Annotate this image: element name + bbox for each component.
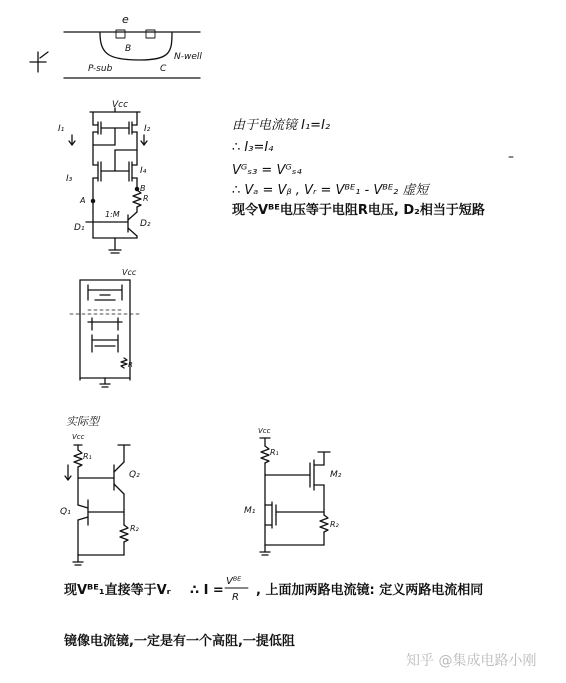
mirror2-vcc-label: Vcc bbox=[122, 268, 137, 277]
mirror1-r-label: R bbox=[143, 194, 149, 203]
mirror2-drawing bbox=[70, 280, 140, 387]
base-label: B bbox=[125, 44, 132, 54]
bjt-r1-label: R₁ bbox=[83, 452, 92, 461]
mirror1-node-b-label: B bbox=[140, 184, 146, 193]
bottom-note-2: 镜像电流镜,一定是有一个高阻,一提低阻 bbox=[64, 634, 295, 649]
note-line-1: 由于电流镜 I₁=I₂ bbox=[232, 118, 331, 133]
bottom-note-1b: , 上面加两路电流镜: 定义两路电流相同 bbox=[256, 583, 484, 598]
bjt-q1-label: Q₁ bbox=[60, 507, 71, 517]
collector-label: C bbox=[160, 64, 167, 74]
note-line-3: Vᴳₛ₃ = Vᴳₛ₄ bbox=[232, 163, 302, 178]
bjt-vcc-label: Vcc bbox=[72, 433, 85, 441]
note-line-5: 现令Vᴮᴱ电压等于电阻R电压, D₂相当于短路 bbox=[232, 203, 485, 218]
bottom-note-1a: 现Vᴮᴱ₁直接等于Vᵣ bbox=[64, 583, 171, 598]
mirror1-i4-label: I₄ bbox=[140, 166, 147, 176]
fraction-denominator: R bbox=[232, 592, 239, 603]
watermark: 知乎 @集成电路小刚 bbox=[406, 653, 537, 669]
mirror1-i3-label: I₃ bbox=[66, 174, 73, 184]
note-line-4: ∴ Vₐ = Vᵦ , Vᵣ = Vᴮᴱ₁ - Vᴮᴱ₂ 虚短 bbox=[232, 183, 429, 198]
mos-m1-label: M₁ bbox=[244, 506, 256, 516]
mirror1-i2-label: I₂ bbox=[144, 124, 151, 134]
mos-r1-label: R₁ bbox=[270, 448, 279, 457]
mirror1-vcc-label: Vcc bbox=[112, 100, 129, 110]
bjt-r2-label: R₂ bbox=[130, 524, 139, 533]
mirror2-r-label: R bbox=[128, 361, 133, 369]
mos-r2-label: R₂ bbox=[330, 520, 339, 529]
bjt-example-drawing bbox=[65, 445, 130, 565]
bjt-example-title: 实际型 bbox=[66, 415, 99, 428]
psub-label: P-sub bbox=[88, 64, 113, 74]
nwell-label: N-well bbox=[174, 52, 202, 62]
mirror1-ratio-label: 1:M bbox=[105, 210, 120, 219]
bjt-q2-label: Q₂ bbox=[129, 470, 140, 480]
mos-vcc-label: Vcc bbox=[258, 427, 271, 435]
fraction-numerator: Vᴮᴱ bbox=[226, 576, 242, 587]
emitter-label: e bbox=[122, 13, 129, 26]
mirror1-node-a-label: A bbox=[80, 196, 86, 205]
mirror1-d2-label: D₂ bbox=[140, 219, 151, 229]
mos-m2-label: M₂ bbox=[330, 470, 342, 480]
bottom-note-1-eq: ∴ I = bbox=[190, 583, 224, 598]
note-line-2: ∴ I₃=I₄ bbox=[232, 140, 274, 155]
mirror1-d1-label: D₁ bbox=[74, 223, 85, 233]
mirror1-i1-label: I₁ bbox=[58, 124, 65, 134]
